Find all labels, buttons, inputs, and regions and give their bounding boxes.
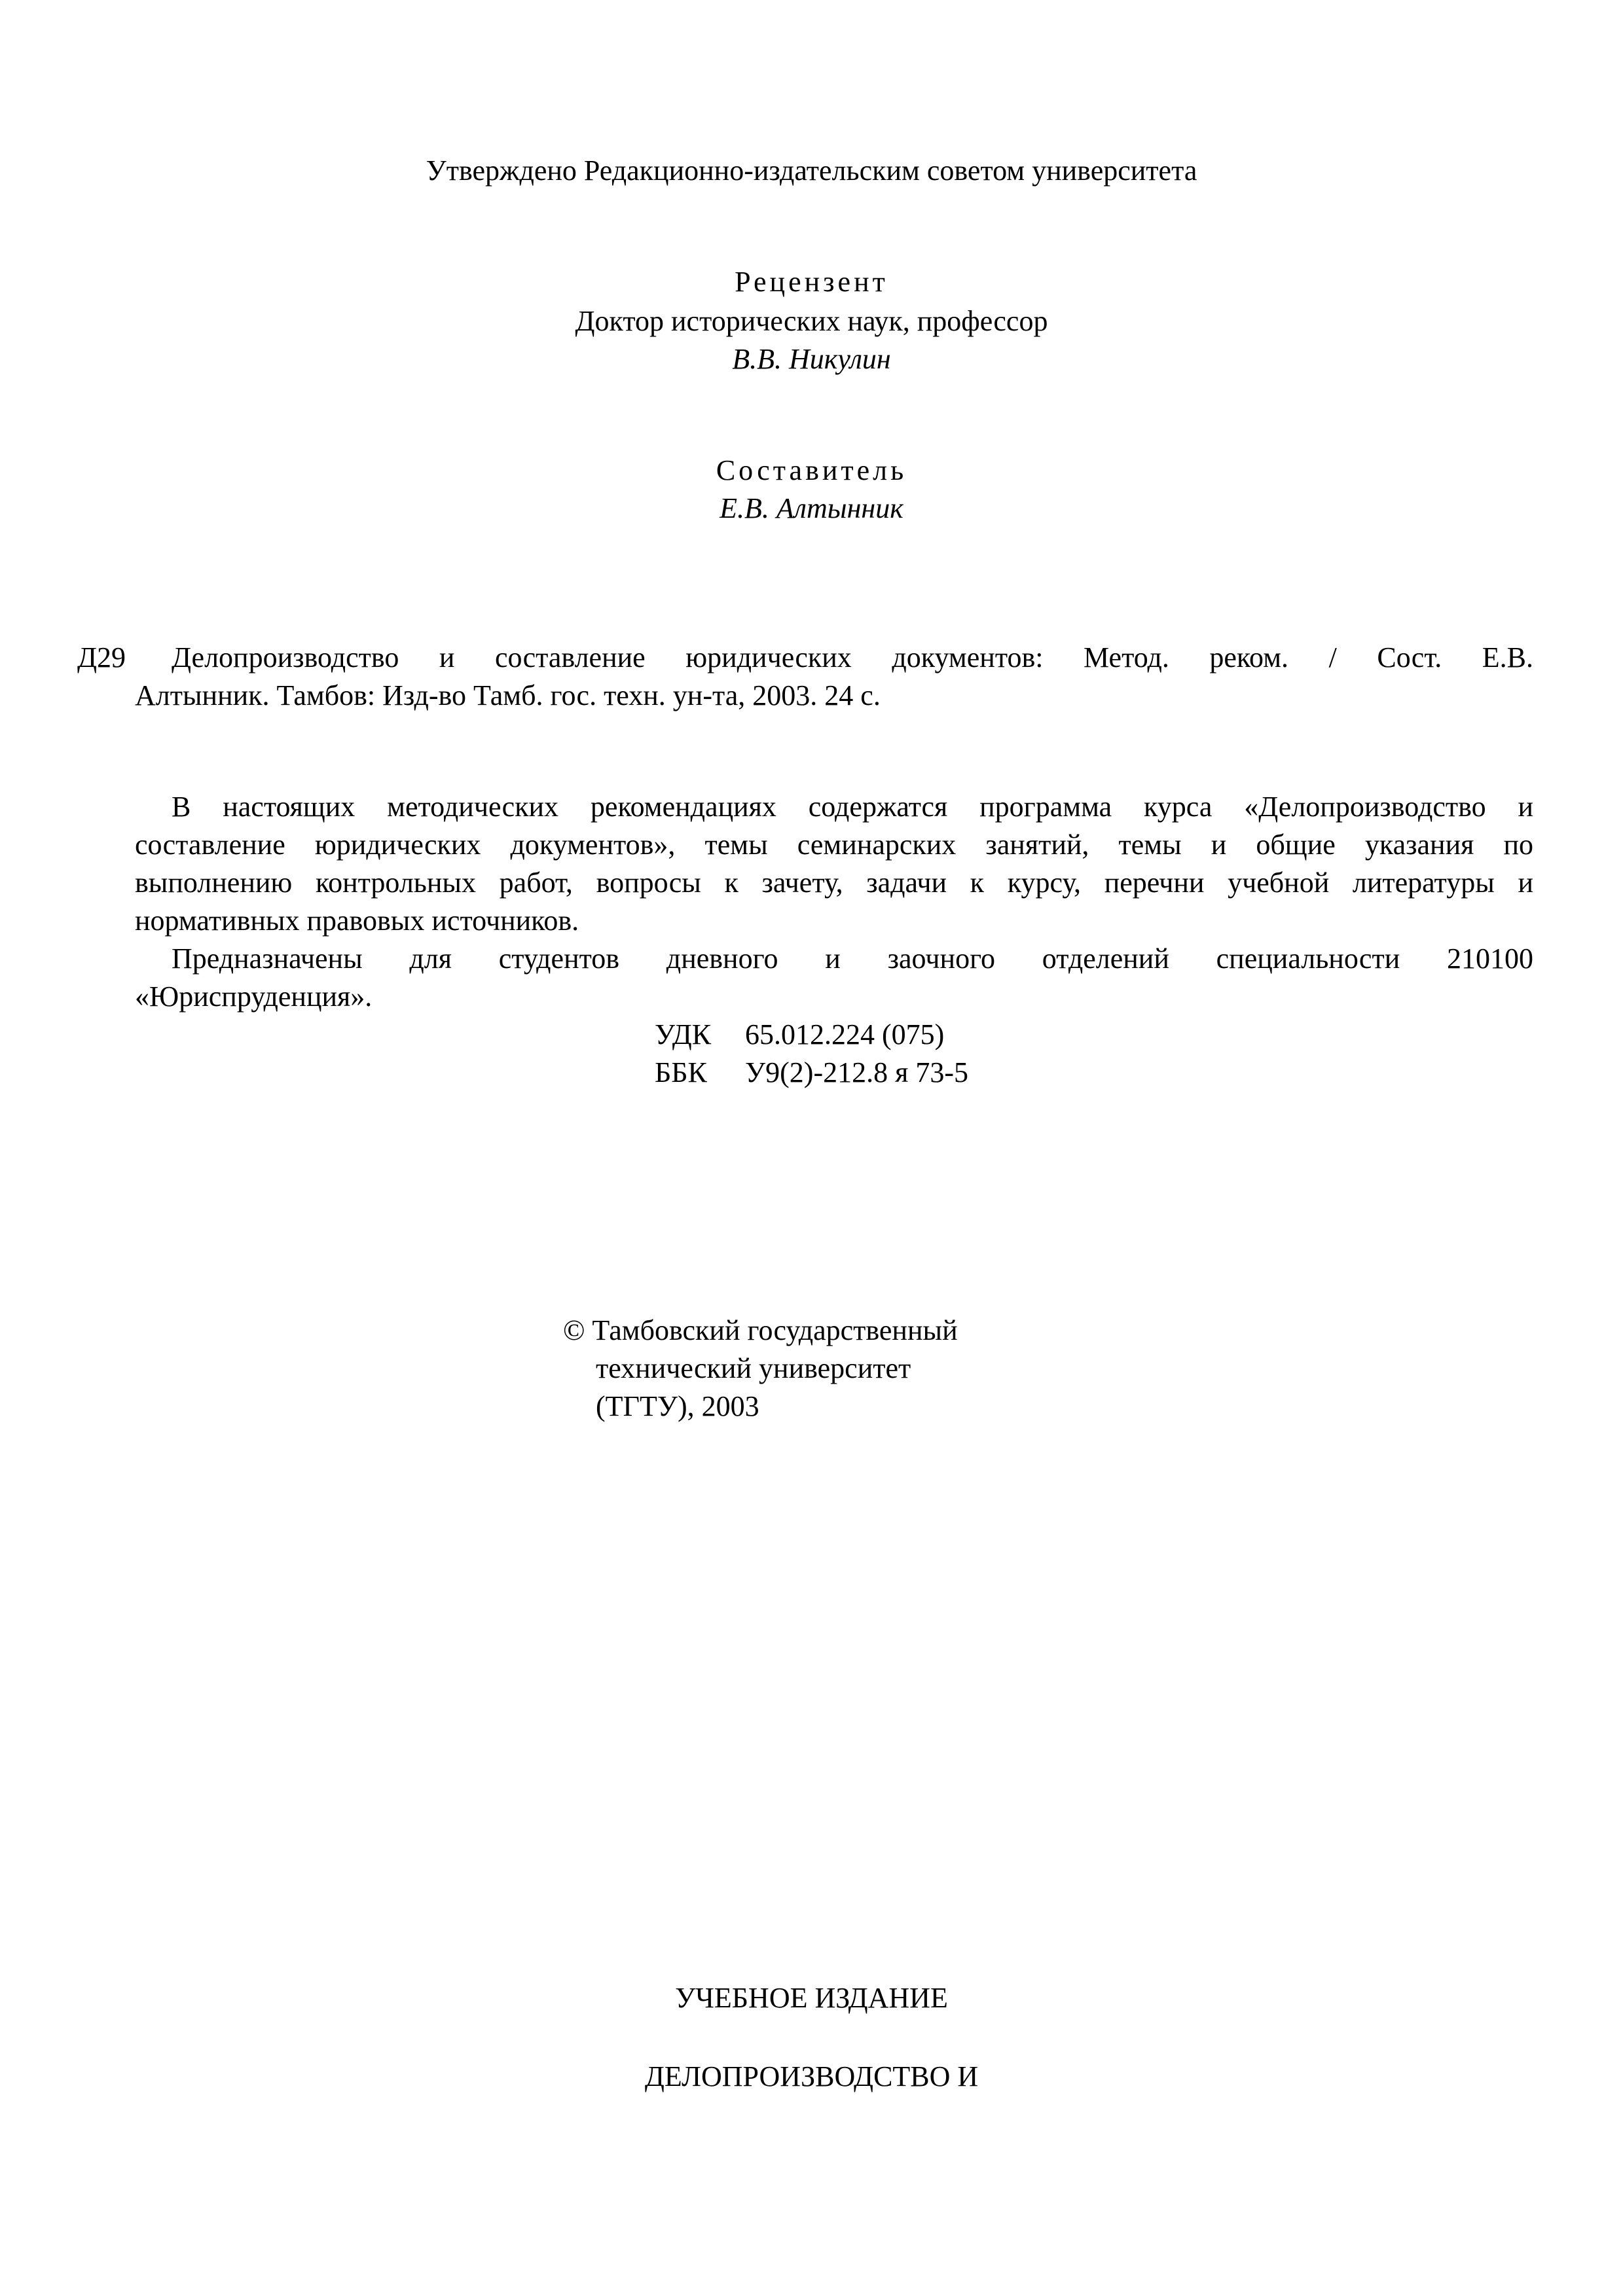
reviewer-title: Доктор исторических наук, профессор	[575, 305, 1048, 337]
abstract-line-4: нормативных правовых источников.	[135, 905, 579, 937]
edition-title: ДЕЛОПРОИЗВОДСТВО И	[644, 2060, 979, 2092]
reviewer-heading: Рецензент	[735, 266, 888, 298]
approval-note: Утверждено Редакционно-издательским советом университета	[426, 154, 1197, 187]
bbk-value: У9(2)-212.8 я 73-5	[745, 1056, 968, 1088]
copyright-line-1: © Тамбовский государственный	[563, 1314, 958, 1346]
abstract-line-5: Предназначены для студентов дневного и заочного отделений специальности 210100	[172, 942, 1533, 975]
abstract-line-1: В настоящих методических рекомендациях содержатся программа курса «Делопроизводство и	[172, 791, 1533, 823]
compiler-heading: Составитель	[716, 454, 907, 486]
compiler-name: Е.В. Алтынник	[720, 492, 903, 524]
bbk-label: ББК	[655, 1056, 707, 1088]
copyright-line-3: (ТГТУ), 2003	[596, 1390, 759, 1422]
biblio-code: Д29	[77, 641, 126, 673]
edition-type: УЧЕБНОЕ ИЗДАНИЕ	[675, 1982, 948, 2014]
abstract-line-3: выполнению контрольных работ, вопросы к зачету, задачи к курсу, перечни учебной литературы и	[135, 867, 1533, 899]
biblio-line-1: Делопроизводство и составление юридических документов: Метод. реком. / Сост. Е.В.	[172, 641, 1533, 673]
biblio-line-2: Алтынник. Тамбов: Изд-во Тамб. гос. техн. ун-та, 2003. 24 с.	[135, 679, 881, 711]
abstract-line-6: «Юриспруденция».	[135, 980, 373, 1013]
reviewer-name: В.В. Никулин	[732, 343, 891, 375]
udk-label: УДК	[655, 1018, 712, 1050]
abstract-line-2: составление юридических документов», темы семинарских занятий, темы и общие указания по	[135, 829, 1533, 861]
copyright-line-2: технический университет	[596, 1352, 911, 1384]
udk-value: 65.012.224 (075)	[745, 1018, 945, 1050]
